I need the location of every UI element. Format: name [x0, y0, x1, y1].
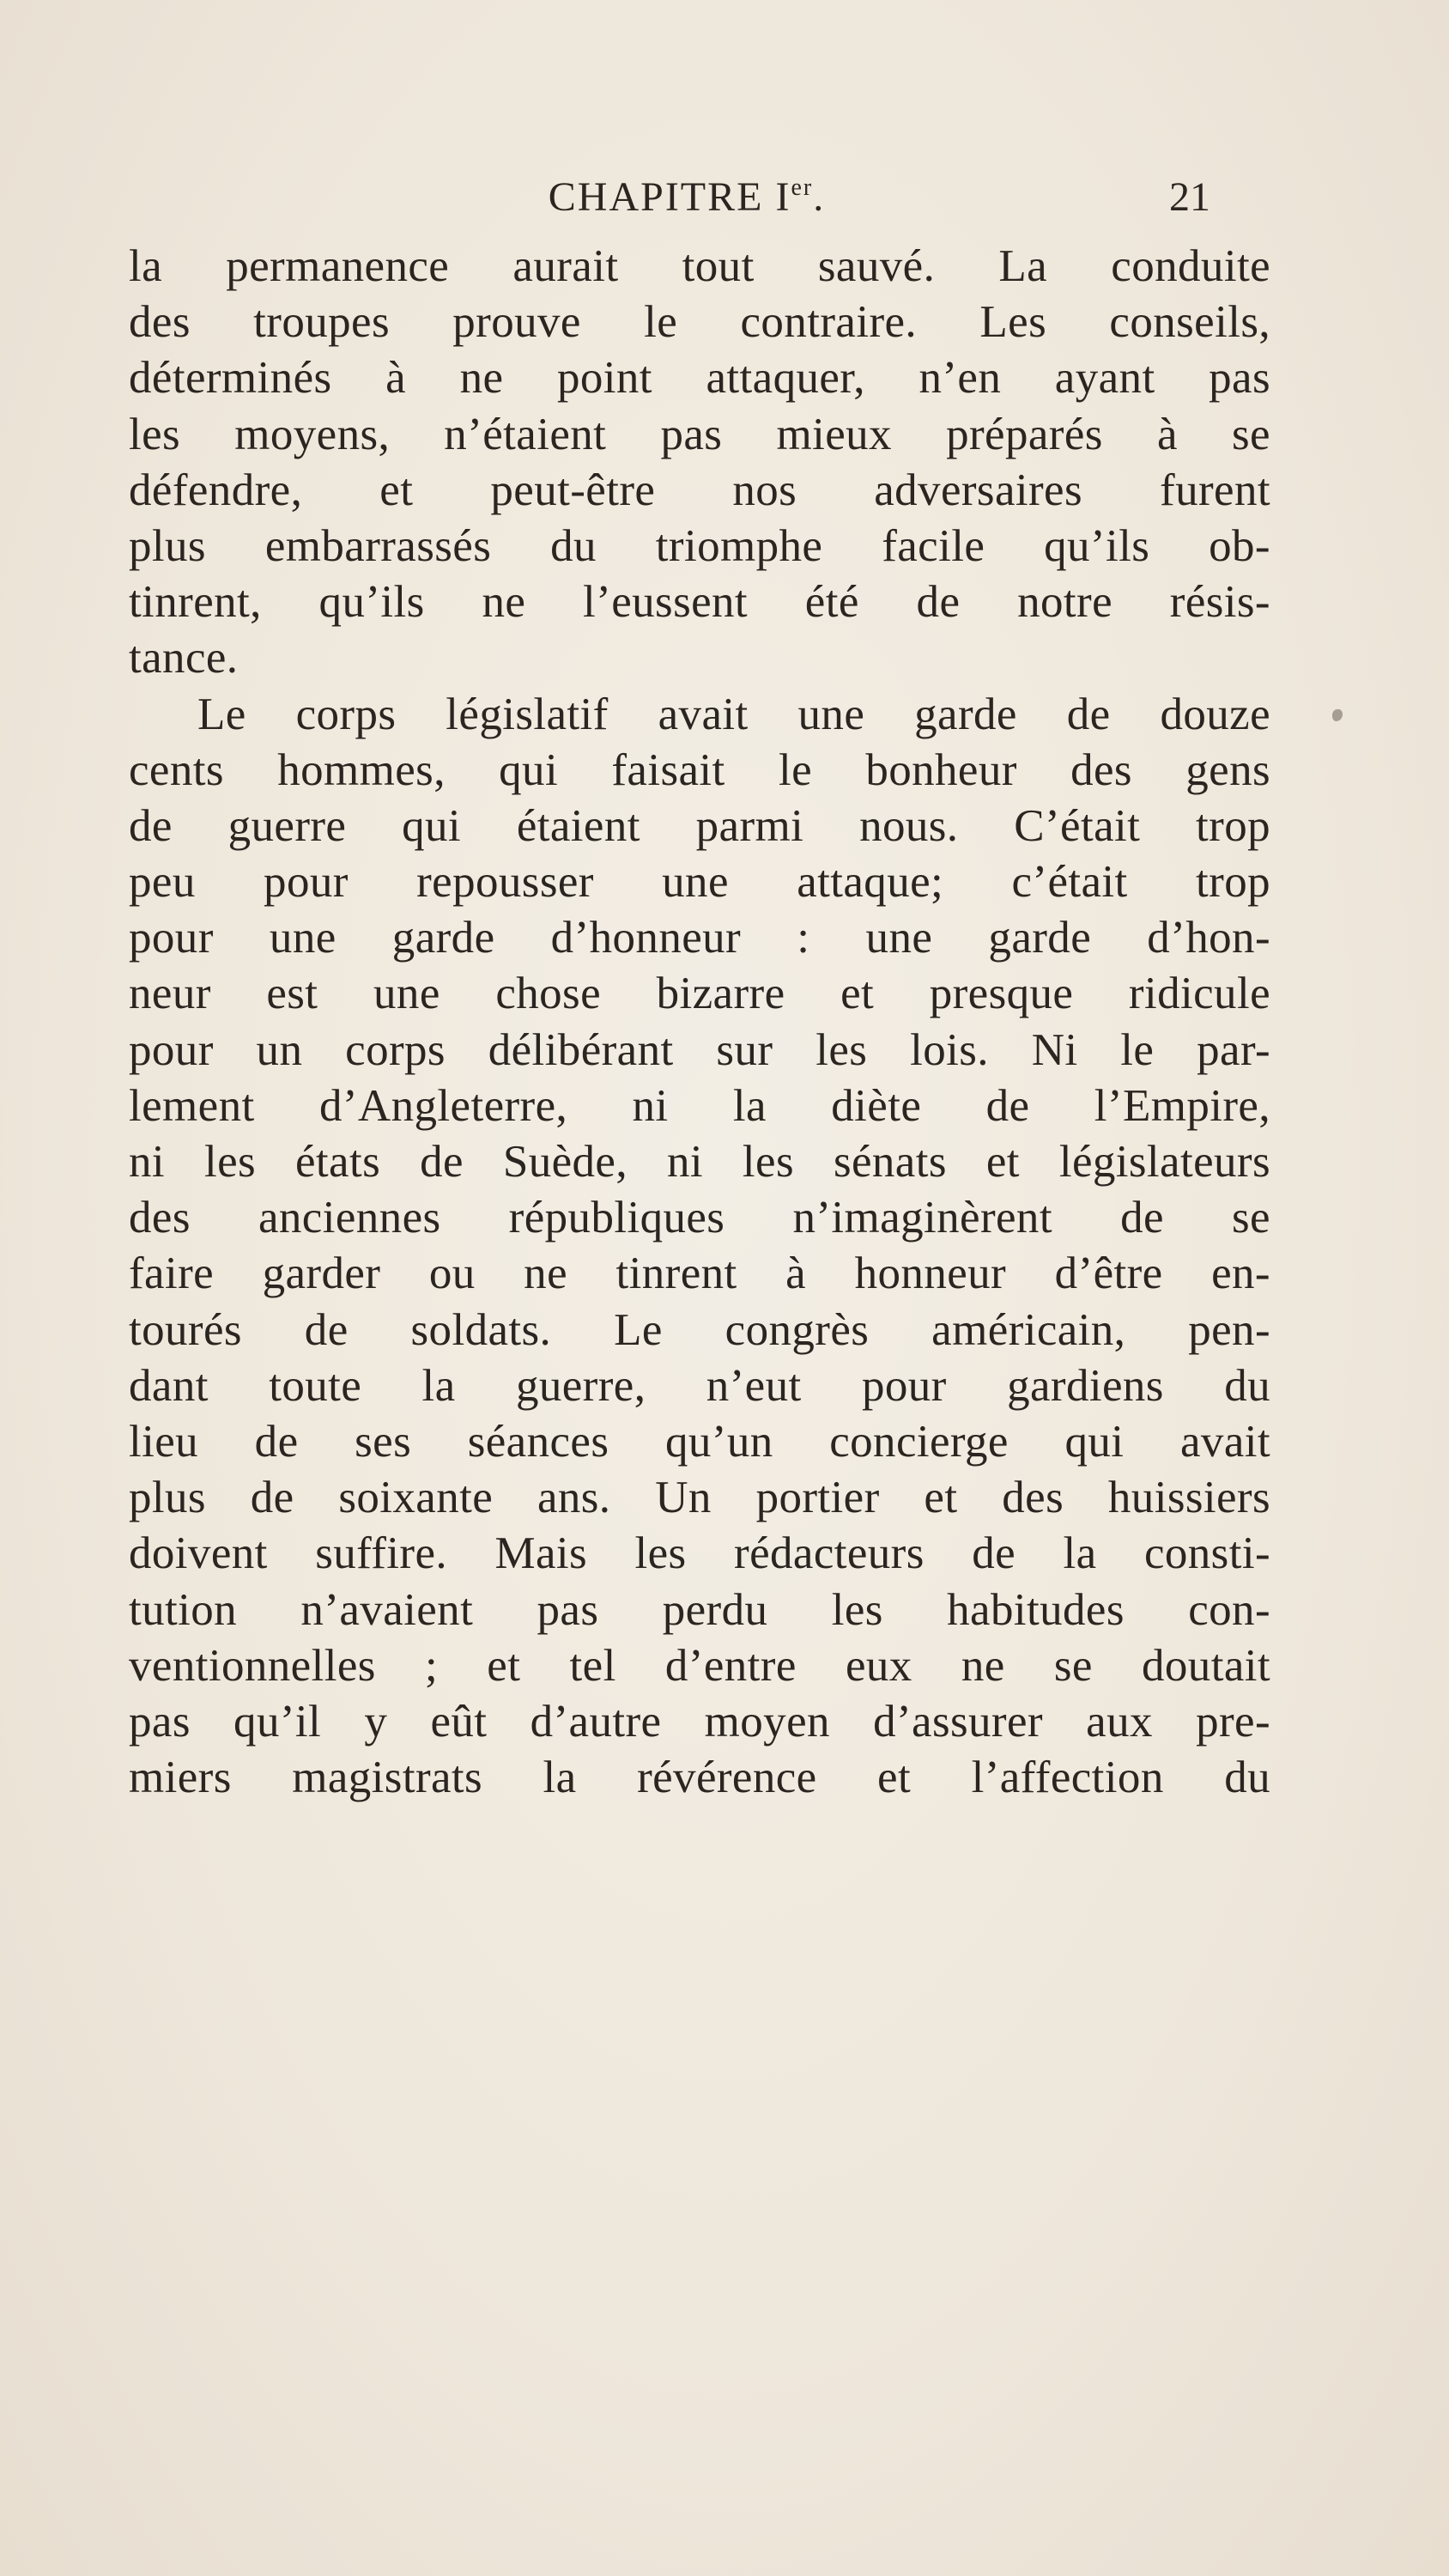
text-line: ventionnelles ; et tel d’entre eux ne se doutait — [129, 1640, 1270, 1691]
text-line: défendre, et peut-être nos adversaires furent — [129, 465, 1270, 515]
text-line: plus de soixante ans. Un portier et des huissiers — [129, 1473, 1270, 1523]
text-line: ni les états de Suède, ni les sénats et législateurs — [129, 1137, 1270, 1187]
text-line: dant toute la guerre, n’eut pour gardiens du — [129, 1360, 1270, 1411]
text-line: tinrent, qu’ils ne l’eussent été de notre résis- — [129, 577, 1270, 628]
paragraph-2 — [129, 687, 1270, 1807]
ink-speck — [1332, 709, 1343, 721]
text-line: lieu de ses séances qu’un concierge qui avait — [129, 1416, 1270, 1467]
text-line: les moyens, n’étaient pas mieux préparés à se — [129, 409, 1270, 459]
text-line: plus embarrassés du triomphe facile qu’ils ob- — [129, 520, 1270, 571]
chapter-title — [129, 172, 1245, 223]
text-line: tance. — [129, 633, 239, 683]
paragraph-1 — [129, 239, 1270, 687]
text-line: de guerre qui étaient parmi nous. C’était trop — [129, 800, 1270, 851]
text-line: neur est une chose bizarre et presque ridicule — [129, 969, 1270, 1019]
text-line: tution n’avaient pas perdu les habitudes con- — [129, 1584, 1270, 1635]
text-line: des anciennes républiques n’imaginèrent de se — [129, 1193, 1270, 1243]
chapter-title-period: . — [813, 174, 826, 220]
text-line: peu pour repousser une attaque; c’était trop — [129, 857, 1270, 908]
text-line: pour un corps délibérant sur les lois. Ni le par- — [129, 1024, 1270, 1075]
page-number: 21 — [1169, 174, 1210, 220]
text-line: pas qu’il y eût d’autre moyen d’assurer aux pre- — [129, 1696, 1270, 1747]
text-line: miers magistrats la révérence et l’affection du — [129, 1753, 1270, 1803]
text-line: déterminés à ne point attaquer, n’en ayant pas — [129, 353, 1270, 404]
body-text — [129, 239, 1270, 1806]
text-line: Le corps législatif avait une garde de douze — [197, 689, 1270, 739]
text-line: pour une garde d’honneur : une garde d’hon- — [129, 913, 1270, 963]
text-line: cents hommes, qui faisait le bonheur des gens — [129, 744, 1270, 795]
chapter-title-text: CHAPITRE I — [548, 174, 791, 220]
chapter-title-superscript: er — [791, 174, 814, 201]
text-line: des troupes prouve le contraire. Les conseils, — [129, 297, 1270, 348]
text-line: faire garder ou ne tinrent à honneur d’être en- — [129, 1249, 1270, 1299]
text-line: la permanence aurait tout sauvé. La conduite — [129, 241, 1270, 291]
text-line: tourés de soldats. Le congrès américain, pen- — [129, 1304, 1270, 1355]
running-head — [129, 172, 1245, 223]
text-line: lement d’Angleterre, ni la diète de l’Empire, — [129, 1080, 1270, 1131]
text-line: doivent suffire. Mais les rédacteurs de la consti- — [129, 1528, 1270, 1579]
